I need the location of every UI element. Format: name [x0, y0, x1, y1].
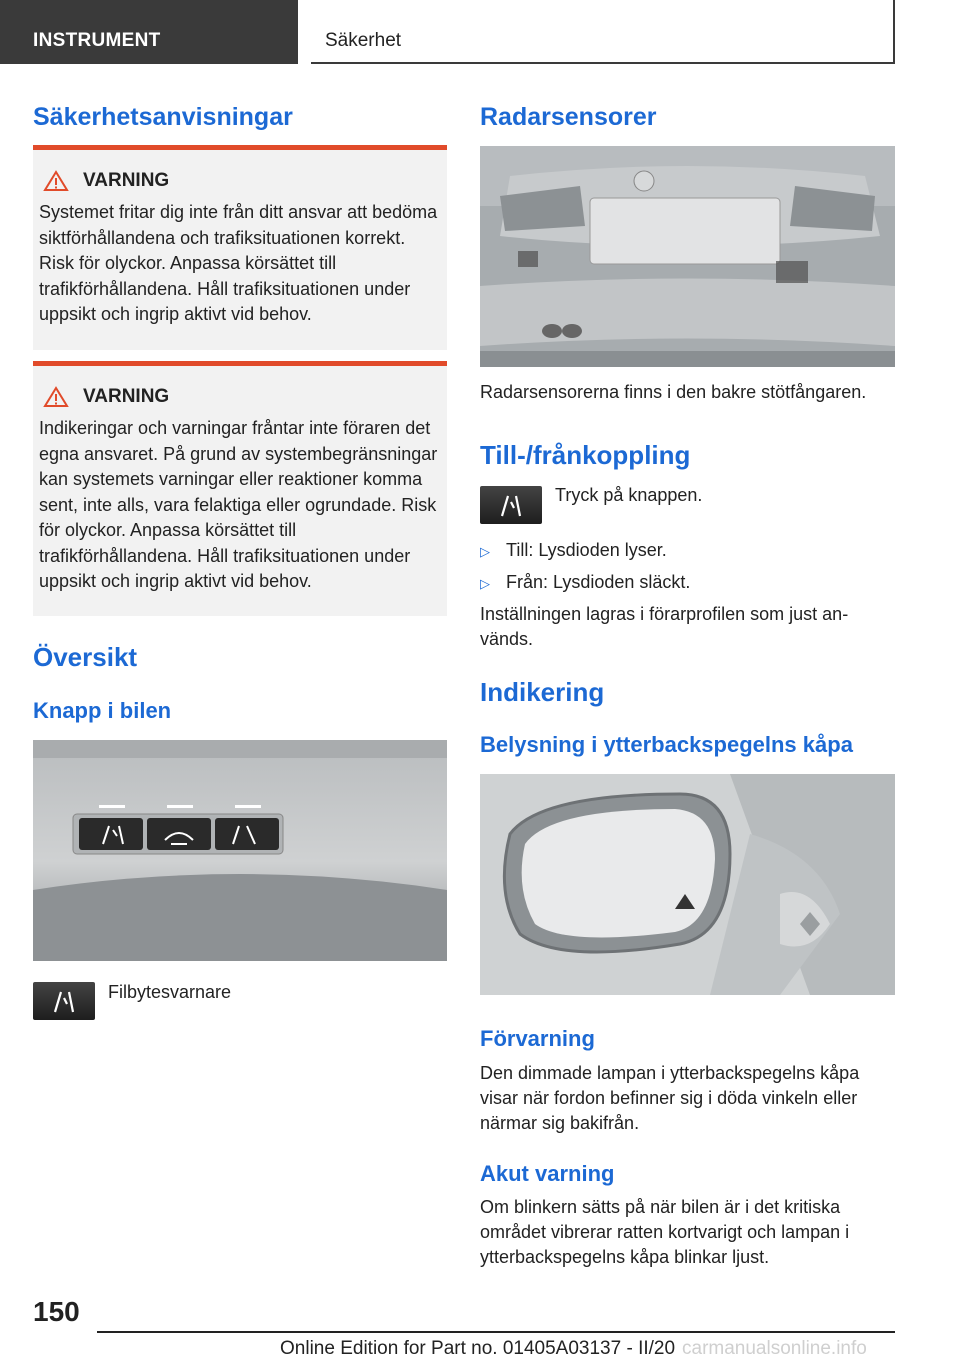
bullet-triangle-icon: ▷ [480, 544, 490, 559]
toggle-instruction: Tryck på knappen. [555, 485, 703, 505]
list-item: ▷ Till: Lysdioden lyser. [480, 540, 667, 560]
edition-note: Online Edition for Part no. 01405A03137 - II/20 [280, 1338, 676, 1359]
radar-heading: Radarsensorer [480, 103, 657, 131]
chapter-title: Säkerhet [325, 30, 402, 51]
side-mirror-image [480, 774, 895, 995]
button-panel-image [33, 740, 447, 961]
section-title: INSTRUMENT [33, 30, 161, 51]
warning-triangle-icon [43, 170, 69, 192]
indication-heading: Indikering [480, 677, 605, 707]
page-number: 150 [33, 1296, 80, 1327]
warning-triangle-icon [43, 386, 69, 408]
prewarning-text: Den dimmade lampan i ytterbackspegelns kåpa visar när fordon befinner sig i döda vinkeln eller närmar sig bakifrån. [480, 1063, 860, 1133]
warning-title-2: VARNING [83, 386, 170, 407]
radar-caption: Radarsensorerna finns i den bakre stötfångaren. [480, 382, 867, 402]
warning-title-1: VARNING [83, 170, 170, 191]
lane-change-button-icon [33, 982, 95, 1020]
list-item: ▷ Från: Lysdioden släckt. [480, 572, 691, 592]
acute-heading: Akut varning [480, 1161, 615, 1186]
toggle-note: Inställningen lagras i förarprofilen som just används. [480, 604, 849, 649]
watermark: carmanualsonline.info [682, 1338, 867, 1359]
mirror-subheading: Belysning i ytterbackspegelns kåpa [480, 732, 853, 757]
chapter-tab [311, 0, 895, 64]
bullet-triangle-icon: ▷ [480, 576, 490, 591]
warning-text-1: Systemet fritar dig inte från ditt ansvar att bedöma siktförhållandena och trafiksituationen korrekt. Risk för olyckor. Anpassa körsättet till trafikförhållandena. Håll trafiksituationen under uppsikt och ingrip aktivt vid behov. [39, 202, 438, 324]
section-tab [0, 0, 298, 64]
button-subheading: Knapp i bilen [33, 698, 172, 723]
car-rear-radar-image [480, 146, 895, 367]
warning-text-2: Indikeringar och varningar fråntar inte föraren det egna ansvaret. På grund av systembegränsningar kan systemets varningar eller reaktioner komma sent, inte alls, vara felaktiga eller ogrundade. Risk för olyckor. Anpassa körsättet till trafikförhållandena. Håll trafiksituationen under uppsikt och ingrip aktivt vid behov. [39, 418, 438, 591]
prewarning-heading: Förvarning [480, 1026, 595, 1051]
safety-heading: Säkerhetsanvisningar [33, 103, 293, 131]
lane-change-button-icon-2 [480, 486, 542, 524]
footer-divider [97, 1331, 895, 1333]
warning-box-2 [33, 361, 447, 616]
toggle-heading: Till-/frånkoppling [480, 440, 691, 470]
acute-text: Om blinkern sätts på när bilen är i det kritiska området vibrerar ratten kortvarigt och lampan i ytterbackspegelns kåpa blinkar ljust. [480, 1197, 850, 1267]
lane-change-caption: Filbytesvarnare [108, 982, 232, 1002]
overview-heading: Översikt [33, 642, 138, 672]
warning-box-1 [33, 145, 447, 350]
